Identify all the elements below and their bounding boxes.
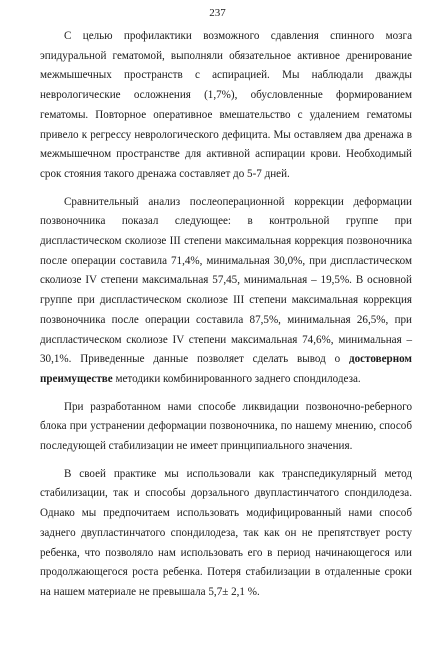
paragraph-4-text: В своей практике мы использовали как транспедикулярный метод стабилизации, так и способы дорзального двупластинчатого спондилодеза. Однако мы предпочитаем использовать модифицированный нами способ заднего двупластинчатого спондилодеза, так как он не препятствует росту ребенка, что позволяло нам использовать его в период начинающегося или продолжающегося роста ребенка. Потеря стабилизации в отдаленные сроки на нашем материале не превышала 5,7± 2,1 %. xyxy=(40,467,412,598)
paragraph-2-text-end: методики комбинированного заднего спондилодеза. xyxy=(112,372,361,385)
paragraph-1 xyxy=(40,27,412,185)
paragraph-2-text-start: Сравнительный анализ послеоперационной коррекции деформации позвоночника показал следующее: в контрольной группе при диспластическом сколиозе III степени максимальная коррекция позвоночника после операции составила 71,4%, минимальная 30,0%, при диспластическом сколиозе IV степени максимальная 57,45, минимальная – 19,5%. В основной группе при диспластическом сколиозе III степени максимальная коррекция позвоночника после операции составила 87,5%, минимальная 26,5%, при диспластическом сколиозе IV степени максимальная 74,6%, минимальная – 30,1%. Приведенные данные позволяет сделать вывод о xyxy=(40,195,412,366)
page-number: 237 xyxy=(209,7,226,19)
body-text xyxy=(40,27,412,603)
paragraph-2-bold-phrase: достоверном преимуществе xyxy=(40,353,412,385)
paragraph-2 xyxy=(40,193,412,390)
paragraph-3-text: При разработанном нами способе ликвидации позвоночно-реберного блока при устранении деформации позвоночника, по нашему мнению, способ последующей стабилизации не имеет принципиального значения. xyxy=(40,400,412,453)
paragraph-1-text: С целью профилактики возможного сдавления спинного мозга эпидуральной гематомой, выполняли обязательное активное дренирование межмышечных пространств с аспирацией. Мы наблюдали дважды неврологические осложнения (1,7%), обусловленные формированием гематомы. Повторное оперативное вмешательство с удалением гематомы привело к регрессу неврологического дефицита. Мы оставляем два дренажа в межмышечном пространстве для активной аспирации крови. Необходимый срок стояния такого дренажа составляет до 5-7 дней. xyxy=(40,30,412,180)
paragraph-4 xyxy=(40,465,412,603)
paragraph-3 xyxy=(40,398,412,457)
